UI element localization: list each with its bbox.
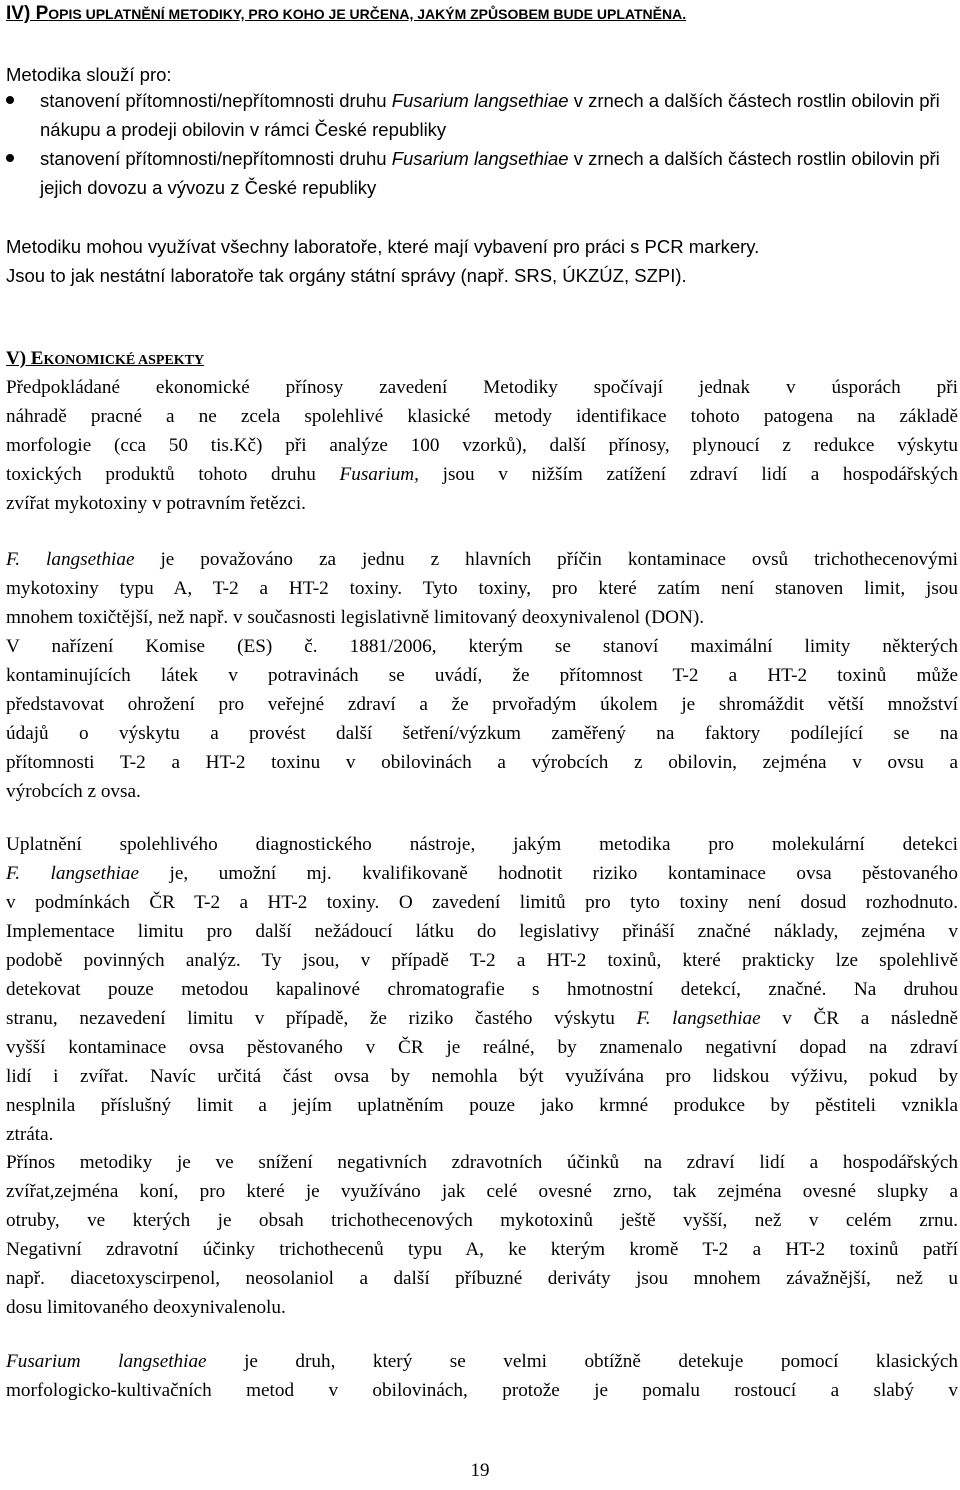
- methodology-benefit-paragraph: [6, 1148, 958, 1322]
- intro-text: Metodika slouží pro:: [6, 64, 172, 85]
- paragraph-line: zvířat,zejména koní, pro které je využíváno jak celé ovesné zrno, tak zejména ovesné slupky a: [6, 1181, 958, 1202]
- paragraph-line: podobě povinných analýz. Ty jsou, v případě T-2 a HT-2 toxinů, které prakticky lze spolehlivě: [6, 950, 958, 971]
- paragraph-line: [6, 1004, 958, 1033]
- species-name: Fusarium langsethiae: [391, 148, 569, 169]
- purpose-list: [6, 86, 956, 202]
- paragraph-line: Implementace limitu pro další nežádoucí látku do legislativy přináší značné náklady, zejména v: [6, 921, 958, 942]
- diagnostic-tool-paragraph: [6, 830, 958, 1149]
- labs-line: Jsou to jak nestátní laboratoře tak orgány státní správy (např. SRS, ÚKZÚZ, SZPI).: [6, 265, 687, 286]
- species-name: Fusarium langsethiae: [6, 1351, 207, 1372]
- paragraph-line: přítomnosti T-2 a HT-2 toxinu v obilovinách a výrobcích z obilovin, zejména v ovsu a: [6, 752, 958, 773]
- paragraph-line: Negativní zdravotní účinky trichothecenů typu A, ke kterým kromě T-2 a HT-2 toxinů patří: [6, 1239, 958, 1260]
- text-run: je, umožní mj. kvalifikovaně hodnotit riziko kontaminace ovsa pěstovaného: [139, 863, 958, 884]
- page-number: 19: [470, 1460, 490, 1481]
- paragraph-line: údajů o výskytu a provést další šetření/výzkum zaměřený na faktory podílející se na: [6, 723, 958, 744]
- species-name: F. langsethiae: [636, 1008, 761, 1029]
- economic-benefits-paragraph: [6, 373, 958, 518]
- paragraph-line: představovat ohrožení pro veřejné zdraví a že prvořadým úkolem je shromáždit větší množství: [6, 694, 958, 715]
- paragraph-line: Předpokládané ekonomické přínosy zavedení Metodiky spočívají jednak v úsporách při: [6, 377, 958, 398]
- list-item-text: stanovení přítomnosti/nepřítomnosti druhu: [40, 90, 392, 111]
- text-run: je druh, který se velmi obtížně detekuje pomocí klasických: [206, 1351, 958, 1372]
- labs-paragraph: [6, 232, 956, 290]
- text-run: stranu, nezavedení limitu v případě, že riziko častého výskytu: [6, 1008, 637, 1029]
- paragraph-line: v podmínkách ČR T-2 a HT-2 toxiny. O zavedení limitů pro tyto toxiny není dosud rozhodnuto.: [6, 892, 958, 913]
- species-name: F. langsethiae: [6, 549, 135, 570]
- section-v-number: V) E: [6, 348, 44, 369]
- paragraph-line: výrobcích z ovsa.: [6, 781, 141, 802]
- paragraph-line: [6, 859, 958, 888]
- bullet-icon: [6, 154, 14, 162]
- paragraph-line: kontaminujících látek v potravinách se uvádí, že přítomnost T-2 a HT-2 toxinů může: [6, 665, 958, 686]
- labs-line: Metodiku mohou využívat všechny laboratoře, které mají vybavení pro práci s PCR markery.: [6, 236, 760, 257]
- paragraph-line: Přínos metodiky je ve snížení negativních zdravotních účinků na zdraví lidí a hospodářských: [6, 1152, 958, 1173]
- paragraph-line: mykotoxiny typu A, T-2 a HT-2 toxiny. Tyto toxiny, pro které zatím není stanoven limit, jsou: [6, 578, 958, 599]
- paragraph-line: vyšší kontaminace ovsa pěstovaného v ČR je reálné, by znamenalo negativní dopad na zdraví: [6, 1037, 958, 1058]
- bullet-icon: [6, 96, 14, 104]
- text-run: toxických produktů tohoto druhu: [6, 464, 340, 485]
- section-v-title: KONOMICKÉ ASPEKTY: [43, 353, 205, 368]
- paragraph-line: mnohem toxičtější, než např. v současnosti legislativně limitovaný deoxynivalenol (DON).: [6, 607, 705, 628]
- list-item: [6, 86, 956, 144]
- species-name: Fusarium: [339, 464, 415, 485]
- section-v-heading: [6, 347, 204, 373]
- paragraph-line: [6, 1347, 958, 1376]
- list-item-text: v zrnech a dalších částech rostlin obilovin při nákupu a prodeji obilovin v rámci České republiky: [40, 90, 940, 140]
- species-name: F. langsethiae: [6, 863, 139, 884]
- list-item-text: stanovení přítomnosti/nepřítomnosti druhu: [40, 148, 392, 169]
- paragraph-line: zvířat mykotoxiny v potravním řetězci.: [6, 493, 306, 514]
- paragraph-line: detekovat pouze metodou kapalinové chromatografie s hmotnostní detekcí, značné. Na druhou: [6, 979, 958, 1000]
- text-run: je považováno za jednu z hlavních příčin kontaminace ovsů trichothecenovými: [134, 549, 958, 570]
- paragraph-line: Uplatnění spolehlivého diagnostického nástroje, jakým metodika pro molekulární detekci: [6, 834, 958, 855]
- paragraph-line: náhradě pracné a ne zcela spolehlivé klasické metody identifikace tohoto patogena na základě: [6, 406, 958, 427]
- paragraph-line: morfologie (cca 50 tis.Kč) při analýze 100 vzorků), další přínosy, plynoucí z redukce výskytu: [6, 435, 958, 456]
- list-item: [6, 144, 956, 202]
- paragraph-line: [6, 545, 958, 574]
- paragraph-line: nesplnila příslušný limit a jejím uplatněním pouze jako krmné produkce by pěstiteli vznikla: [6, 1095, 958, 1116]
- paragraph-line: V nařízení Komise (ES) č. 1881/2006, kterým se stanoví maximální limity některých: [6, 636, 958, 657]
- list-item-text: v zrnech a dalších částech rostlin obilovin při jejich dovozu a vývozu z České republiky: [40, 148, 940, 198]
- paragraph-line: otruby, ve kterých je obsah trichothecenových mykotoxinů ještě vyšší, než v celém zrnu.: [6, 1210, 958, 1231]
- text-run: , jsou v nižším zatížení zdraví lidí a hospodářských: [414, 464, 959, 485]
- paragraph-line: dosu limitovaného deoxynivalenolu.: [6, 1297, 286, 1318]
- paragraph-line: ztráta.: [6, 1124, 54, 1145]
- paragraph-line: např. diacetoxyscirpenol, neosolaniol a další příbuzné deriváty jsou mnohem závažnější, než u: [6, 1268, 958, 1289]
- species-paragraph: [6, 1347, 958, 1405]
- text-run: v ČR a následně: [760, 1008, 958, 1029]
- paragraph-line: morfologicko-kultivačních metod v obilovinách, protože je pomalu rostoucí a slabý v: [6, 1380, 958, 1401]
- section-iv-heading: [6, 2, 686, 26]
- section-iv-title-initial: P: [35, 3, 49, 24]
- species-name: Fusarium langsethiae: [391, 90, 569, 111]
- section-iv-title: OPIS UPLATNĚNÍ METODIKY, PRO KOHO JE URČENA, JAKÝM ZPŮSOBEM BUDE UPLATNĚNA.: [48, 6, 687, 22]
- toxin-paragraph: [6, 545, 958, 806]
- paragraph-line: [6, 460, 958, 489]
- section-iv-number: IV): [6, 3, 31, 24]
- paragraph-line: lidí i zvířat. Navíc určitá část ovsa by nemohla být využívána pro lidskou výživu, pokud by: [6, 1066, 958, 1087]
